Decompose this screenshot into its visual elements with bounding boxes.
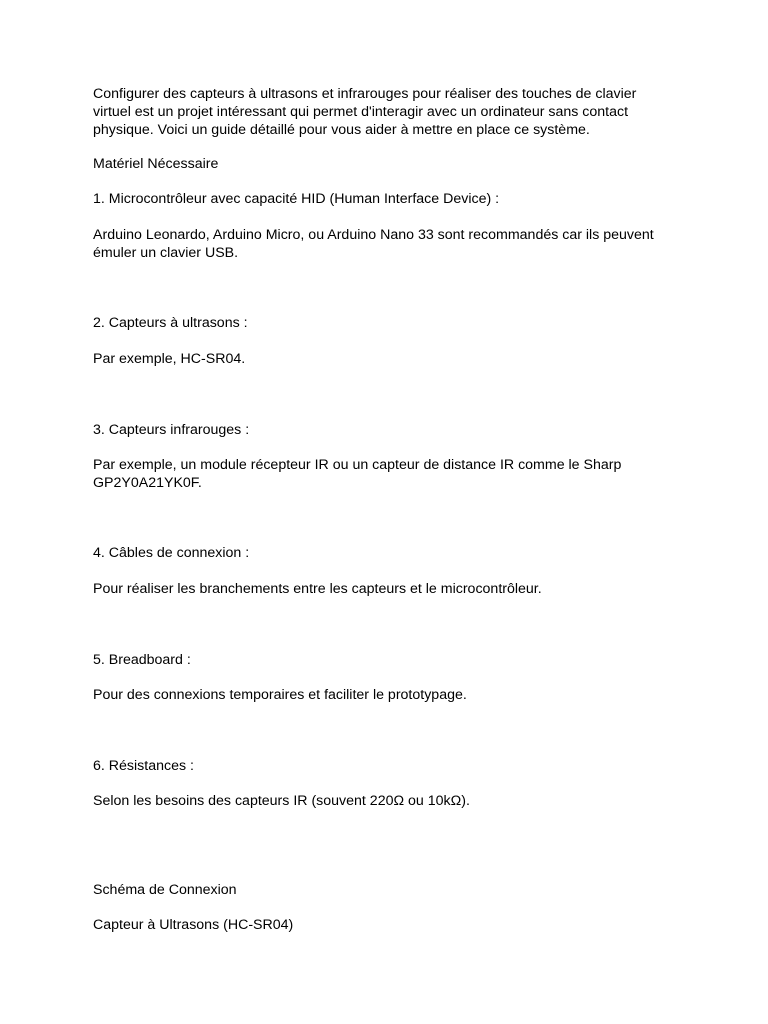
item-5-text: Pour des connexions temporaires et faciliter le prototypage. [93,687,467,703]
item-1-text: Arduino Leonardo, Arduino Micro, ou Arduino Nano 33 sont recommandés car ils peuvent émuler un clavier USB. [93,227,654,261]
item-4-heading: 4. Câbles de connexion : [93,545,250,561]
item-3-heading: 3. Capteurs infrarouges : [93,422,250,438]
item-5-heading: 5. Breadboard : [93,652,191,668]
item-6-text: Selon les besoins des capteurs IR (souvent 220Ω ou 10kΩ). [93,793,470,809]
item-4-text: Pour réaliser les branchements entre les capteurs et le microcontrôleur. [93,581,542,597]
item-6-heading: 6. Résistances : [93,758,194,774]
materials-heading: Matériel Nécessaire [93,156,219,172]
schema-subheading: Capteur à Ultrasons (HC-SR04) [93,917,294,933]
item-2-text: Par exemple, HC-SR04. [93,351,246,367]
item-2-heading: 2. Capteurs à ultrasons : [93,315,248,331]
schema-heading: Schéma de Connexion [93,882,237,898]
item-3-text: Par exemple, un module récepteur IR ou un capteur de distance IR comme le Sharp GP2Y0A21YK0F. [93,457,622,491]
intro-paragraph: Configurer des capteurs à ultrasons et infrarouges pour réaliser des touches de clavier virtuel est un projet intéressant qui permet d'interagir avec un ordinateur sans contact physique. Voici un guide détaillé pour vous aider à mettre en place ce système. [93,86,637,138]
item-1-heading: 1. Microcontrôleur avec capacité HID (Human Interface Device) : [93,191,500,207]
